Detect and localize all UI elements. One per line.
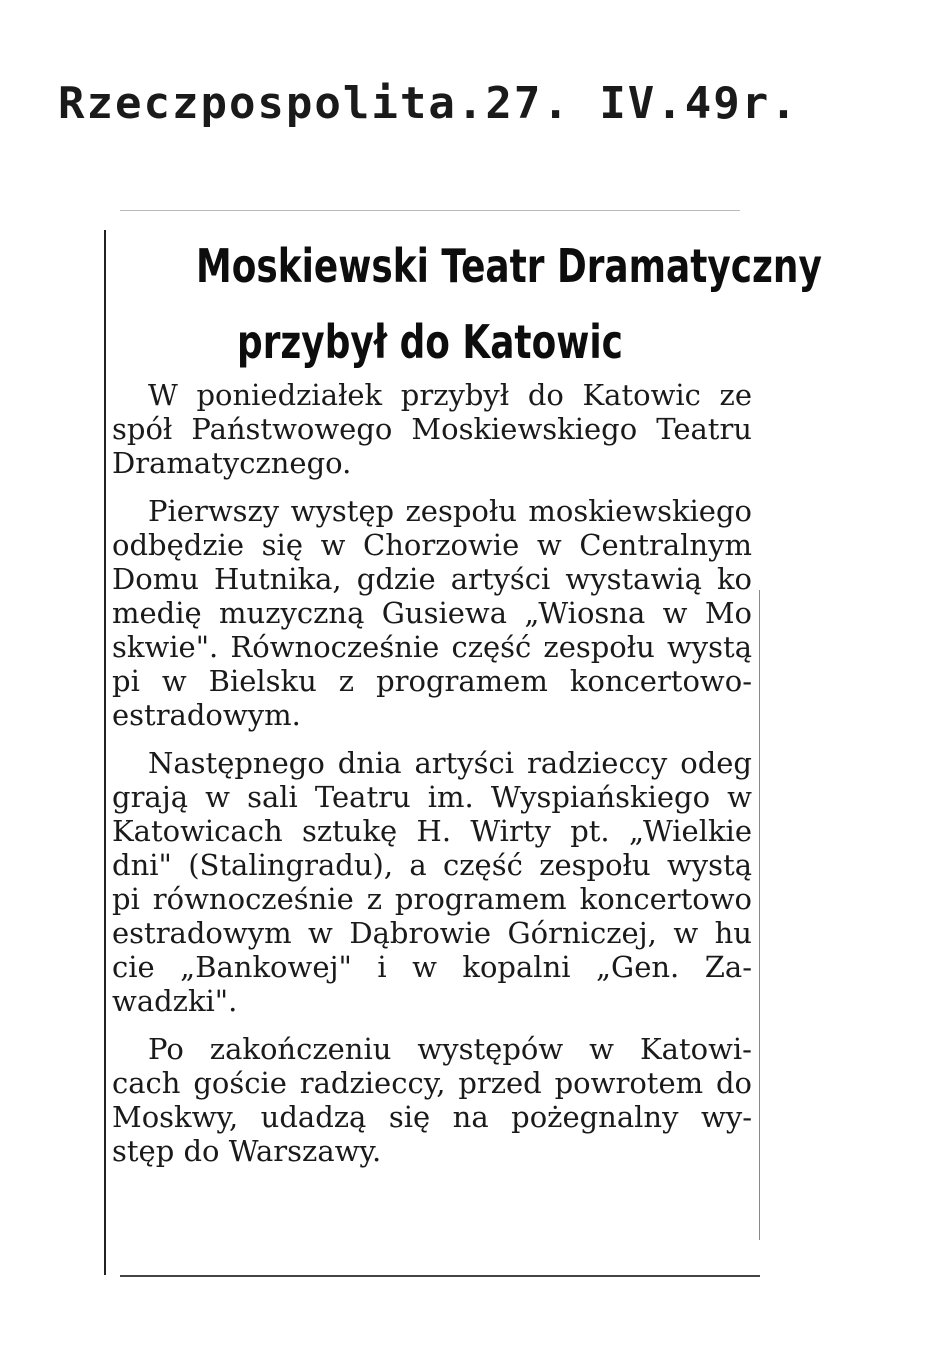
text-line: stęp do Warszawy.: [112, 1134, 382, 1168]
text-line: Dramatycznego.: [112, 446, 352, 480]
column-left-rule: [104, 230, 106, 1275]
text-line: Domu Hutnika, gdzie artyści wystawią ko: [112, 562, 752, 596]
text-line: pi w Bielsku z programem koncertowo-: [112, 664, 752, 698]
text-line: grają w sali Teatru im. Wyspiańskiego w: [112, 780, 752, 814]
text-line: cach goście radzieccy, przed powrotem do: [112, 1066, 752, 1100]
text-line: estradowym.: [112, 698, 301, 732]
text-line: skwie". Równocześnie część zespołu wystą: [112, 630, 752, 664]
article-body: [112, 378, 752, 1182]
text-line: dni" (Stalingradu), a część zespołu wystą: [112, 848, 752, 882]
article-headline: [196, 228, 822, 380]
headline-line: Moskiewski Teatr Dramatyczny: [196, 239, 822, 293]
text-line: pi równocześnie z programem koncertowo: [112, 882, 752, 916]
text-line: cie „Bankowej" i w kopalni „Gen. Za-: [112, 950, 752, 984]
article-paragraph: [112, 378, 752, 480]
newspaper-clipping: [100, 210, 822, 1285]
text-line: W poniedziałek przybył do Katowic ze: [148, 378, 752, 412]
text-line: estradowym w Dąbrowie Górniczej, w hu: [112, 916, 752, 950]
article-paragraph: [112, 1032, 752, 1168]
clipping-bottom-rule: [120, 1275, 760, 1277]
text-line: odbędzie się w Chorzowie w Centralnym: [112, 528, 752, 562]
text-line: Katowicach sztukę H. Wirty pt. „Wielkie: [112, 814, 752, 848]
text-line: Po zakończeniu występów w Katowi-: [148, 1032, 752, 1066]
text-line: Pierwszy występ zespołu moskiewskiego: [148, 494, 752, 528]
text-line: Następnego dnia artyści radzieccy odeg: [148, 746, 752, 780]
headline-line: przybył do Katowic: [237, 315, 623, 369]
text-line: wadzki".: [112, 984, 238, 1018]
text-line: medię muzyczną Gusiewa „Wiosna w Mo: [112, 596, 752, 630]
typed-source-header: Rzeczpospolita.27. IV.49r.: [58, 78, 799, 129]
article-paragraph: [112, 494, 752, 732]
article-paragraph: [112, 746, 752, 1018]
text-line: Moskwy, udadzą się na pożegnalny wy-: [112, 1100, 752, 1134]
column-right-rule: [759, 590, 760, 1240]
clipping-top-rule: [120, 210, 740, 211]
text-line: spół Państwowego Moskiewskiego Teatru: [112, 412, 752, 446]
